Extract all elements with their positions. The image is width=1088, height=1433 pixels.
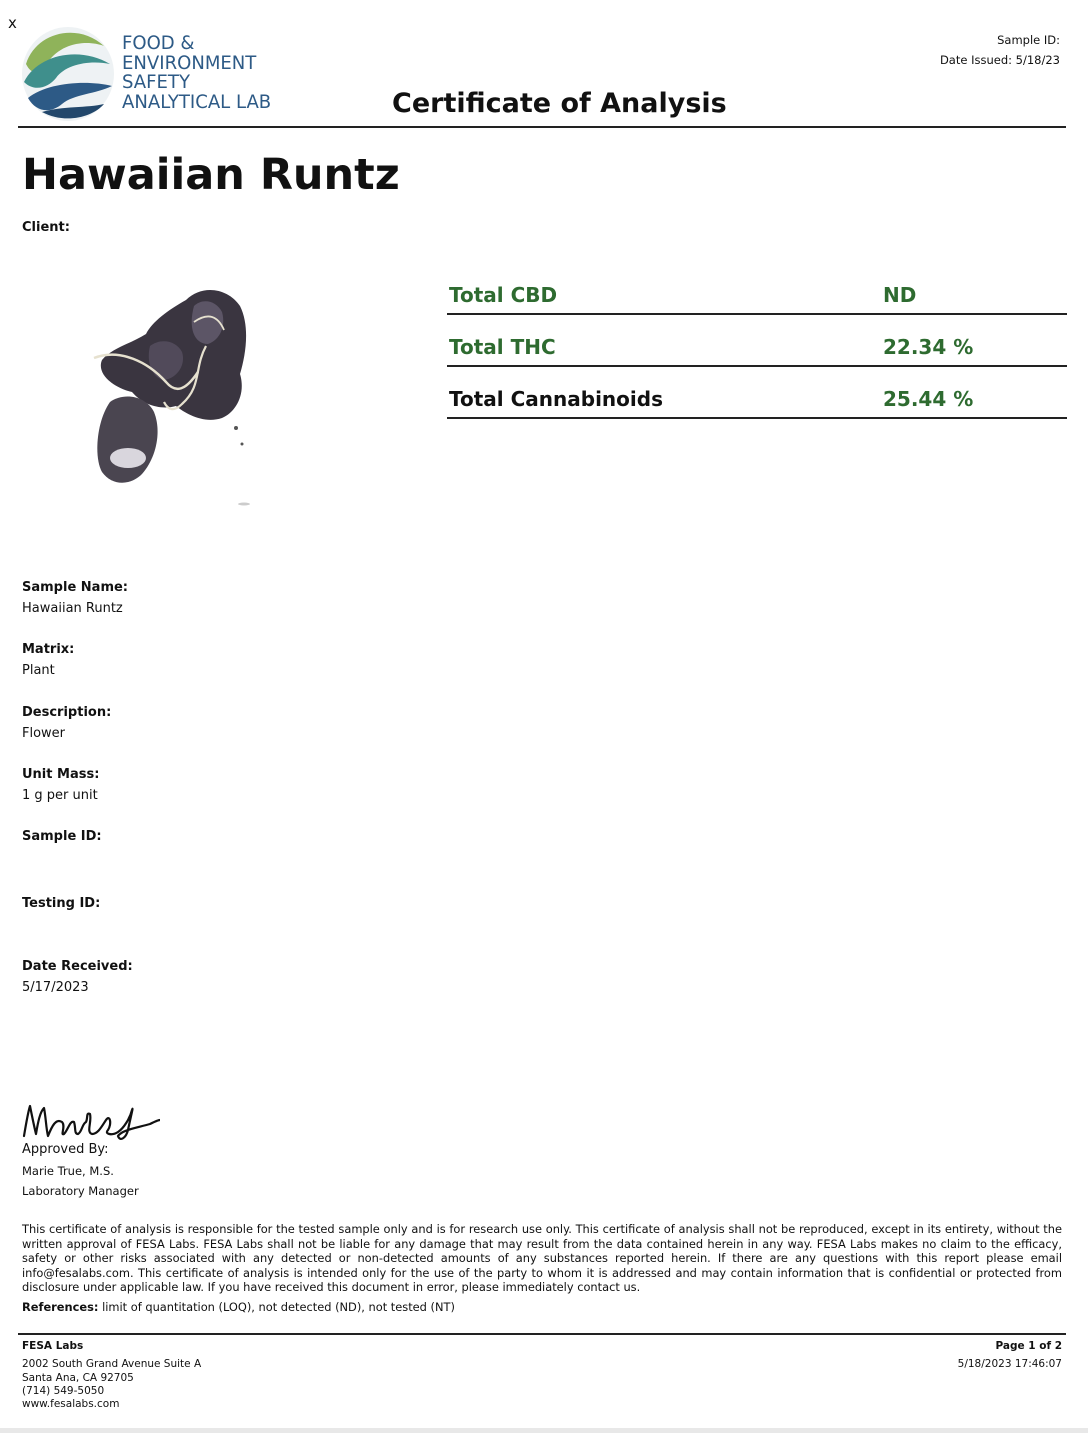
header-divider (18, 126, 1066, 128)
approved-by-label: Approved By: (22, 1142, 109, 1157)
sample-name-label: Sample Name: (22, 580, 128, 595)
logo-line: ENVIRONMENT (122, 51, 257, 74)
testing-id-label: Testing ID: (22, 896, 101, 911)
references-text: limit of quantitation (LOQ), not detected (ND), not tested (NT) (102, 1300, 455, 1314)
product-photo (90, 282, 260, 508)
date-issued: Date Issued: 5/18/23 (939, 53, 1060, 67)
date-received-label: Date Received: (22, 959, 133, 974)
footer-address-line1: 2002 South Grand Avenue Suite A (22, 1358, 202, 1371)
lab-logo-icon (18, 24, 116, 124)
bottom-edge (0, 1428, 1088, 1433)
logo-line: FOOD & (122, 32, 195, 54)
footer-website[interactable]: www.fesalabs.com (22, 1398, 120, 1411)
page-number: Page 1 of 2 (995, 1340, 1062, 1352)
disclaimer-text: This certificate of analysis is responsible for the tested sample only and is for research use only. This certificate of analysis shall not be reproduced, except in its entirety, without the written approval of FESA Labs. FESA Labs shall not be liable for any damage that may result from the data contained herein in any way. FESA Labs makes no claim to the efficacy, safety or other risks associated with any detected or non-detected amounts of any substances reported herein. If there are any questions with this report please email info@fesalabs.com. This certificate of analysis is intended only for the use of the party to whom it is addressed and may contain information that is confidential or protected from disclosure under applicable law. If you have received this document in error, please immediately contact us. (22, 1222, 1062, 1295)
footer-divider (18, 1333, 1066, 1335)
client-label: Client: (22, 220, 70, 235)
header-meta (940, 30, 1060, 70)
summary-name: Total Cannabinoids (449, 387, 663, 411)
summary-name: Total THC (449, 335, 556, 359)
lab-logo (18, 24, 288, 124)
lab-logo-text (122, 34, 271, 112)
footer-address-line2: Santa Ana, CA 92705 (22, 1371, 134, 1384)
logo-line: ANALYTICAL LAB (122, 90, 272, 113)
product-name: Hawaiian Runtz (22, 150, 400, 200)
approver-signature (20, 1100, 160, 1144)
unit-mass-value: 1 g per unit (22, 788, 98, 803)
matrix-value: Plant (22, 663, 55, 678)
summary-row-total-thc (447, 327, 1067, 367)
footer-phone: (714) 549-5050 (22, 1384, 105, 1397)
summary-value: 22.34 % (883, 335, 974, 359)
approver-name: Marie True, M.S. (22, 1164, 114, 1178)
footer-timestamp: 5/18/2023 17:46:07 (957, 1358, 1062, 1371)
date-received-value: 5/17/2023 (22, 980, 89, 995)
summary-name: Total CBD (449, 283, 558, 307)
summary-row-total-cannabinoids (447, 379, 1067, 419)
matrix-label: Matrix: (22, 642, 75, 657)
footer-page-info (958, 1340, 1062, 1372)
description-value: Flower (22, 726, 66, 741)
document-title: Certificate of Analysis (392, 88, 727, 119)
summary-value: ND (883, 283, 917, 307)
close-button[interactable]: x (8, 14, 17, 32)
logo-line: SAFETY (122, 71, 190, 93)
approver-role: Laboratory Manager (22, 1184, 139, 1198)
summary-row-total-cbd (447, 275, 1067, 315)
references-label: References: (22, 1300, 99, 1314)
sample-name-value: Hawaiian Runtz (22, 601, 123, 616)
footer-company: FESA Labs (22, 1340, 84, 1352)
references (22, 1300, 455, 1314)
footer-address (22, 1340, 201, 1411)
summary-value: 25.44 % (883, 387, 974, 411)
sample-id-label: Sample ID: (22, 829, 102, 844)
sample-id-header: Sample ID: (997, 33, 1060, 47)
unit-mass-label: Unit Mass: (22, 767, 100, 782)
description-label: Description: (22, 705, 112, 720)
